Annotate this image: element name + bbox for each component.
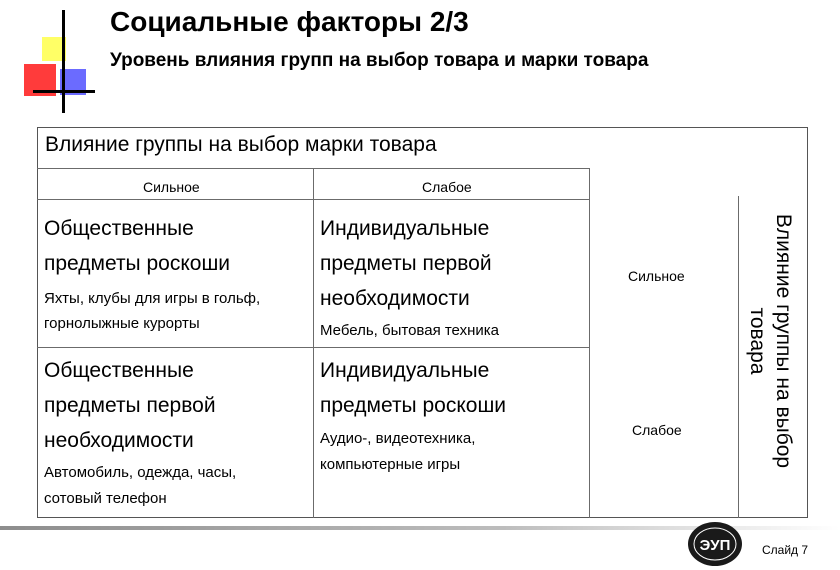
col-header-strong: Сильное — [143, 179, 200, 195]
side-title-container — [720, 196, 820, 486]
cell-br-title-1: Индивидуальные — [320, 359, 490, 382]
cell-tr-title-1: Индивидуальные — [320, 217, 490, 240]
cell-tl-examples-1: Яхты, клубы для игры в гольф, — [44, 290, 261, 307]
page-subtitle: Уровень влияния групп на выбор товара и марки товара — [110, 50, 649, 71]
cell-bl-title-2: предметы первой — [44, 394, 216, 417]
cell-bl-examples-2: сотовый телефон — [44, 490, 167, 507]
row-header-strong: Сильное — [628, 268, 685, 284]
col-header-weak: Слабое — [422, 179, 472, 195]
cell-tr-examples-1: Мебель, бытовая техника — [320, 322, 499, 339]
cell-bl-title-1: Общественные — [44, 359, 194, 382]
cell-tl-examples-2: горнолыжные курорты — [44, 315, 200, 332]
matrix-top-title: Влияние группы на выбор марки товара — [45, 133, 437, 156]
logo-text: ЭУП — [699, 537, 731, 554]
cell-tl-title-2: предметы роскоши — [44, 252, 231, 275]
slide-number: Слайд 7 — [762, 543, 809, 557]
cell-br-examples-1: Аудио-, видеотехника, — [320, 430, 476, 447]
cell-bl-title-3: необходимости — [44, 429, 194, 452]
department-logo — [686, 520, 744, 568]
cell-bl-examples-1: Автомобиль, одежда, часы, — [44, 464, 237, 481]
decor-vertical-line — [62, 10, 65, 113]
cell-tr-title-2: предметы первой — [320, 252, 492, 275]
page-title: Социальные факторы 2/3 — [110, 6, 469, 37]
grid-line-right — [589, 168, 590, 518]
grid-line-col-divider — [313, 168, 314, 518]
row-header-weak: Слабое — [632, 422, 682, 438]
cell-tl-title-1: Общественные — [44, 217, 194, 240]
cell-br-examples-2: компьютерные игры — [320, 456, 461, 473]
cell-tr-title-3: необходимости — [320, 287, 470, 310]
side-title: Влияние группы на выбор товара — [746, 213, 795, 469]
cell-br-title-2: предметы роскоши — [320, 394, 507, 417]
decor-horizontal-line — [33, 90, 95, 93]
